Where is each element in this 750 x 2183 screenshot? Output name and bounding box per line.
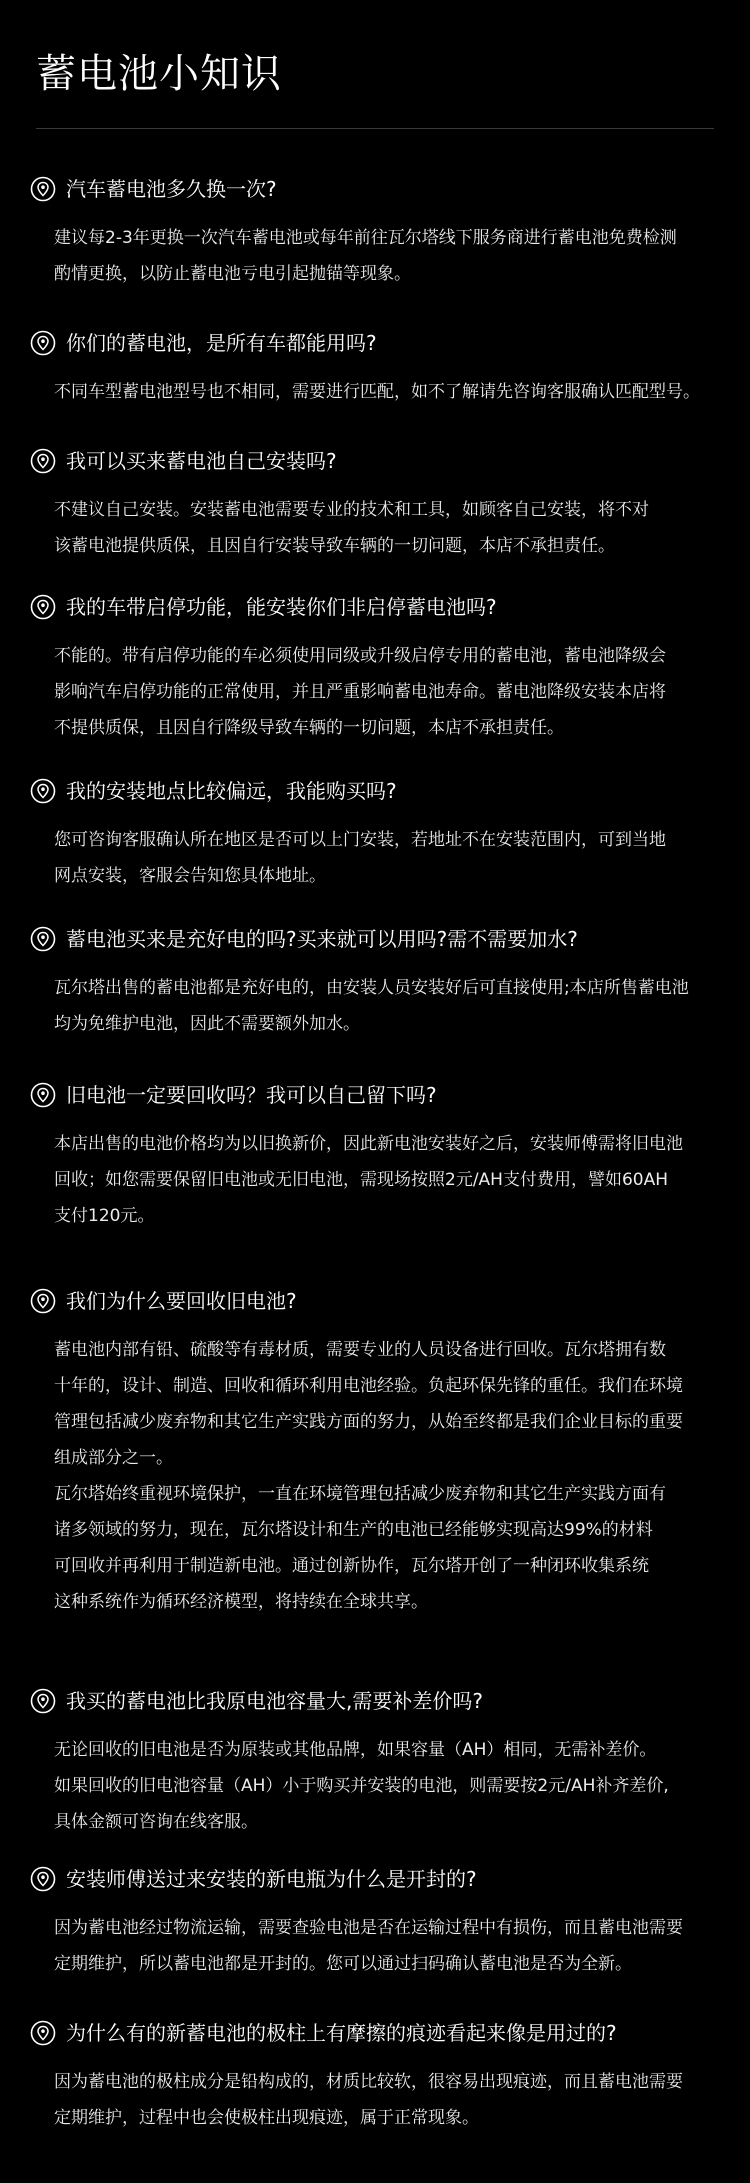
faq-answer [54, 492, 726, 564]
faq-answer-line: 均为免维护电池，因此不需要额外加水。 [54, 1014, 360, 1034]
faq-question: 我们为什么要回收旧电池? [66, 1289, 297, 1313]
faq-question: 蓄电池买来是充好电的吗?买来就可以用吗?需不需要加水? [66, 927, 578, 951]
faq-answer-line: 定期维护，过程中也会使极柱出现痕迹，属于正常现象。 [54, 2108, 479, 2128]
faq-answer-line: 具体金额可咨询在线客服。 [54, 1812, 258, 1832]
faq-answer [54, 970, 726, 1042]
faq-question-row [30, 444, 337, 478]
faq-question-row [30, 2016, 617, 2050]
faq-answer-line: 不同车型蓄电池型号也不相同，需要进行匹配，如不了解请先咨询客服确认匹配型号。 [54, 382, 700, 402]
faq-answer [54, 374, 726, 410]
title-divider [36, 128, 714, 129]
faq-question: 我的安装地点比较偏远，我能购买吗? [66, 779, 397, 803]
faq-answer [54, 822, 726, 894]
faq-answer-line: 因为蓄电池的极柱成分是铅构成的，材质比较软，很容易出现痕迹，而且蓄电池需要 [54, 2072, 683, 2092]
page-title: 蓄电池小知识 [36, 51, 282, 97]
faq-question-row [30, 1078, 437, 1112]
location-pin-icon [30, 1688, 56, 1714]
faq-answer-line: 组成部分之一。 [54, 1448, 173, 1468]
faq-answer-line: 本店出售的电池价格均为以旧换新价，因此新电池安装好之后，安装师傅需将旧电池 [54, 1134, 683, 1154]
faq-question-row [30, 326, 377, 360]
faq-answer-line: 不建议自己安装。安装蓄电池需要专业的技术和工具，如顾客自己安装，将不对 [54, 500, 649, 520]
faq-answer [54, 1732, 726, 1840]
faq-answer-line: 蓄电池内部有铅、硫酸等有毒材质，需要专业的人员设备进行回收。瓦尔塔拥有数 [54, 1340, 666, 1360]
faq-question: 汽车蓄电池多久换一次? [66, 177, 277, 201]
faq-question: 我的车带启停功能，能安装你们非启停蓄电池吗? [66, 595, 497, 619]
location-pin-icon [30, 1082, 56, 1108]
faq-answer-line: 这种系统作为循环经济模型，将持续在全球共享。 [54, 1592, 428, 1612]
faq-answer-line: 无论回收的旧电池是否为原装或其他品牌，如果容量（AH）相同，无需补差价。 [54, 1740, 657, 1760]
faq-answer-line: 酌情更换，以防止蓄电池亏电引起抛锚等现象。 [54, 264, 411, 284]
faq-answer-line: 您可咨询客服确认所在地区是否可以上门安装，若地址不在安装范围内，可到当地 [54, 830, 666, 850]
faq-question-row [30, 172, 277, 206]
faq-answer-line: 十年的，设计、制造、回收和循环利用电池经验。负起环保先锋的重任。我们在环境 [54, 1376, 683, 1396]
location-pin-icon [30, 1288, 56, 1314]
faq-answer-line: 不提供质保，且因自行降级导致车辆的一切问题，本店不承担责任。 [54, 718, 564, 738]
faq-question: 为什么有的新蓄电池的极柱上有摩擦的痕迹看起来像是用过的? [66, 2021, 617, 2045]
faq-question: 你们的蓄电池，是所有车都能用吗? [66, 331, 377, 355]
faq-question-row [30, 774, 397, 808]
faq-answer [54, 1332, 726, 1620]
faq-answer-line: 网点安装，客服会告知您具体地址。 [54, 866, 326, 886]
faq-answer-line: 不能的。带有启停功能的车必须使用同级或升级启停专用的蓄电池，蓄电池降级会 [54, 646, 666, 666]
faq-answer-line: 回收；如您需要保留旧电池或无旧电池，需现场按照2元/AH支付费用，譬如60AH [54, 1170, 668, 1190]
location-pin-icon [30, 2020, 56, 2046]
faq-answer-line: 如果回收的旧电池容量（AH）小于购买并安装的电池，则需要按2元/AH补齐差价, [54, 1776, 669, 1796]
location-pin-icon [30, 330, 56, 356]
faq-answer-line: 定期维护，所以蓄电池都是开封的。您可以通过扫码确认蓄电池是否为全新。 [54, 1954, 632, 1974]
faq-answer-line: 因为蓄电池经过物流运输，需要查验电池是否在运输过程中有损伤，而且蓄电池需要 [54, 1918, 683, 1938]
faq-answer-line: 建议每2-3年更换一次汽车蓄电池或每年前往瓦尔塔线下服务商进行蓄电池免费检测 [54, 228, 677, 248]
faq-question-row [30, 1284, 297, 1318]
location-pin-icon [30, 926, 56, 952]
faq-question-row [30, 590, 497, 624]
location-pin-icon [30, 448, 56, 474]
faq-question-row [30, 922, 578, 956]
faq-answer-line: 管理包括减少废弃物和其它生产实践方面的努力，从始至终都是我们企业目标的重要 [54, 1412, 683, 1432]
faq-question: 安装师傅送过来安装的新电瓶为什么是开封的? [66, 1867, 477, 1891]
faq-answer-line: 支付120元。 [54, 1206, 155, 1226]
faq-answer [54, 638, 726, 746]
faq-question: 旧电池一定要回收吗？我可以自己留下吗? [66, 1083, 437, 1107]
faq-question-row [30, 1684, 483, 1718]
location-pin-icon [30, 176, 56, 202]
faq-answer-line: 可回收并再利用于制造新电池。通过创新协作，瓦尔塔开创了一种闭环收集系统 [54, 1556, 649, 1576]
faq-answer-line: 诸多领域的努力，现在，瓦尔塔设计和生产的电池已经能够实现高达99%的材料 [54, 1520, 653, 1540]
faq-answer [54, 1126, 726, 1234]
faq-question: 我买的蓄电池比我原电池容量大,需要补差价吗? [66, 1689, 483, 1713]
faq-question: 我可以买来蓄电池自己安装吗? [66, 449, 337, 473]
faq-answer-line: 影响汽车启停功能的正常使用，并且严重影响蓄电池寿命。蓄电池降级安装本店将 [54, 682, 666, 702]
faq-answer-line: 瓦尔塔始终重视环境保护，一直在环境管理包括减少废弃物和其它生产实践方面有 [54, 1484, 666, 1504]
location-pin-icon [30, 1866, 56, 1892]
faq-answer [54, 220, 726, 292]
faq-answer-line: 瓦尔塔出售的蓄电池都是充好电的，由安装人员安装好后可直接使用;本店所售蓄电池 [54, 978, 689, 998]
faq-answer-line: 该蓄电池提供质保，且因自行安装导致车辆的一切问题，本店不承担责任。 [54, 536, 615, 556]
faq-answer [54, 1910, 726, 1982]
location-pin-icon [30, 594, 56, 620]
location-pin-icon [30, 778, 56, 804]
faq-question-row [30, 1862, 477, 1896]
faq-answer [54, 2064, 726, 2136]
